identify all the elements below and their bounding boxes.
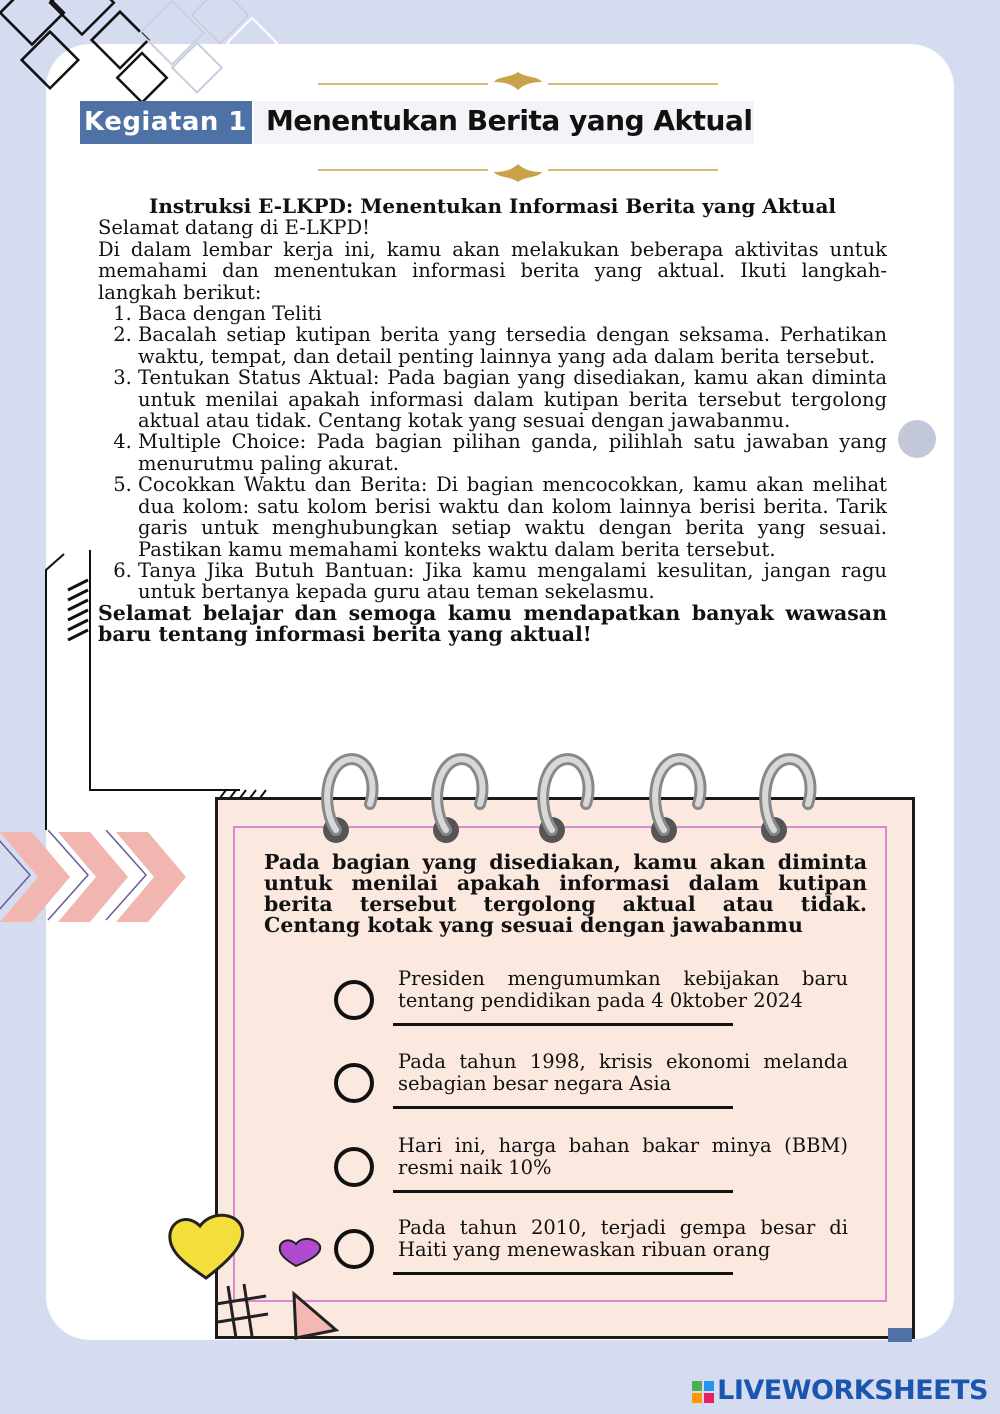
instructions-intro: Di dalam lembar kerja ini, kamu akan melakukan beberapa aktivitas untuk memahami dan menentukan informasi berita yang aktual. Ikuti langkah-langkah berikut: bbox=[98, 237, 887, 304]
binder-ring-icon bbox=[424, 750, 494, 845]
instructions-greeting: Selamat datang di E-LKPD! bbox=[98, 216, 370, 240]
liveworksheets-watermark bbox=[692, 1375, 988, 1406]
list-item: 4. Multiple Choice: Pada bagian pilihan ganda, pilihlah satu jawaban yang menurutmu paling akurat. bbox=[138, 431, 887, 474]
page-title: Menentukan Berita yang Aktual bbox=[266, 104, 753, 137]
answer-radio-button[interactable] bbox=[334, 1063, 374, 1103]
instructions-title: Instruksi E-LKPD: Menentukan Informasi Berita yang Aktual bbox=[148, 194, 837, 218]
answer-radio-button[interactable] bbox=[334, 980, 374, 1020]
list-item: 2. Bacalah setiap kutipan berita yang tersedia dengan seksama. Perhatikan waktu, tempat, dan detail penting lainnya yang ada dalam berita tersebut. bbox=[138, 324, 887, 367]
answer-option-text: Presiden mengumumkan kebijakan baru tentang pendidikan pada 4 0ktober 2024 bbox=[398, 967, 848, 1012]
chevron-arrows-decoration bbox=[0, 830, 190, 925]
instructions-closing: Selamat belajar dan semoga kamu mendapatkan banyak wawasan baru tentang informasi berita yang aktual! bbox=[98, 600, 887, 647]
purple-heart-icon bbox=[276, 1236, 326, 1270]
list-item: 5. Cocokkan Waktu dan Berita: Di bagian mencocokkan, kamu akan melihat dua kolom: satu kolom berisi waktu dan kolom lainnya berisi berita. Tarik garis untuk menghubungkan setiap waktu dengan berita yang sesuai. Pastikan kamu memahami konteks waktu dalam berita tersebut. bbox=[138, 474, 887, 560]
yellow-heart-icon bbox=[166, 1212, 250, 1282]
answer-option bbox=[334, 1135, 854, 1205]
answer-option-text: Pada tahun 2010, terjadi gempa besar di Haiti yang menewaskan ribuan orang bbox=[398, 1216, 848, 1261]
scroll-indicator-dot[interactable] bbox=[898, 420, 936, 458]
binder-ring-icon bbox=[642, 750, 712, 845]
liveworksheets-logo-icon bbox=[692, 1381, 714, 1403]
answer-underline bbox=[393, 1106, 733, 1109]
pink-triangle-icon bbox=[288, 1290, 340, 1342]
answer-underline bbox=[393, 1190, 733, 1193]
binder-ring-icon bbox=[530, 750, 600, 845]
ornament-divider-bottom bbox=[318, 162, 718, 186]
list-item: 6. Tanya Jika Butuh Bantuan: Jika kamu mengalami kesulitan, jangan ragu untuk bertanya kepada guru atau teman sekelasmu. bbox=[138, 560, 887, 603]
list-item: 1. Baca dengan Teliti bbox=[138, 303, 887, 324]
answer-option-text: Hari ini, harga bahan bakar minya (BBM) resmi naik 10% bbox=[398, 1134, 848, 1179]
binder-ring-icon bbox=[314, 750, 384, 845]
watermark-text: LIVEWORKSHEETS bbox=[717, 1375, 988, 1406]
list-item: 3. Tentukan Status Aktual: Pada bagian yang disediakan, kamu akan diminta untuk menilai apakah informasi dalam kutipan berita tersebut tergolong aktual atau tidak. Centang kotak yang sesuai dengan jawabanmu. bbox=[138, 367, 887, 431]
answer-underline bbox=[393, 1272, 733, 1275]
answer-underline bbox=[393, 1023, 733, 1026]
notepad-tab bbox=[888, 1328, 912, 1342]
answer-radio-button[interactable] bbox=[334, 1229, 374, 1269]
activity-tag: Kegiatan 1 bbox=[80, 101, 252, 144]
answer-option bbox=[334, 1217, 854, 1287]
answer-option bbox=[334, 1051, 854, 1121]
answer-option-text: Pada tahun 1998, krisis ekonomi melanda sebagian besar negara Asia bbox=[398, 1050, 848, 1095]
answer-radio-button[interactable] bbox=[334, 1147, 374, 1187]
ornament-divider-top bbox=[318, 68, 718, 92]
binder-ring-icon bbox=[752, 750, 822, 845]
hashtag-doodle-icon bbox=[214, 1282, 270, 1340]
answer-option bbox=[334, 968, 854, 1038]
exercise-prompt: Pada bagian yang disediakan, kamu akan diminta untuk menilai apakah informasi dalam kutipan berita tersebut tergolong aktual atau tidak. Centang kotak yang sesuai dengan jawabanmu bbox=[264, 850, 867, 937]
